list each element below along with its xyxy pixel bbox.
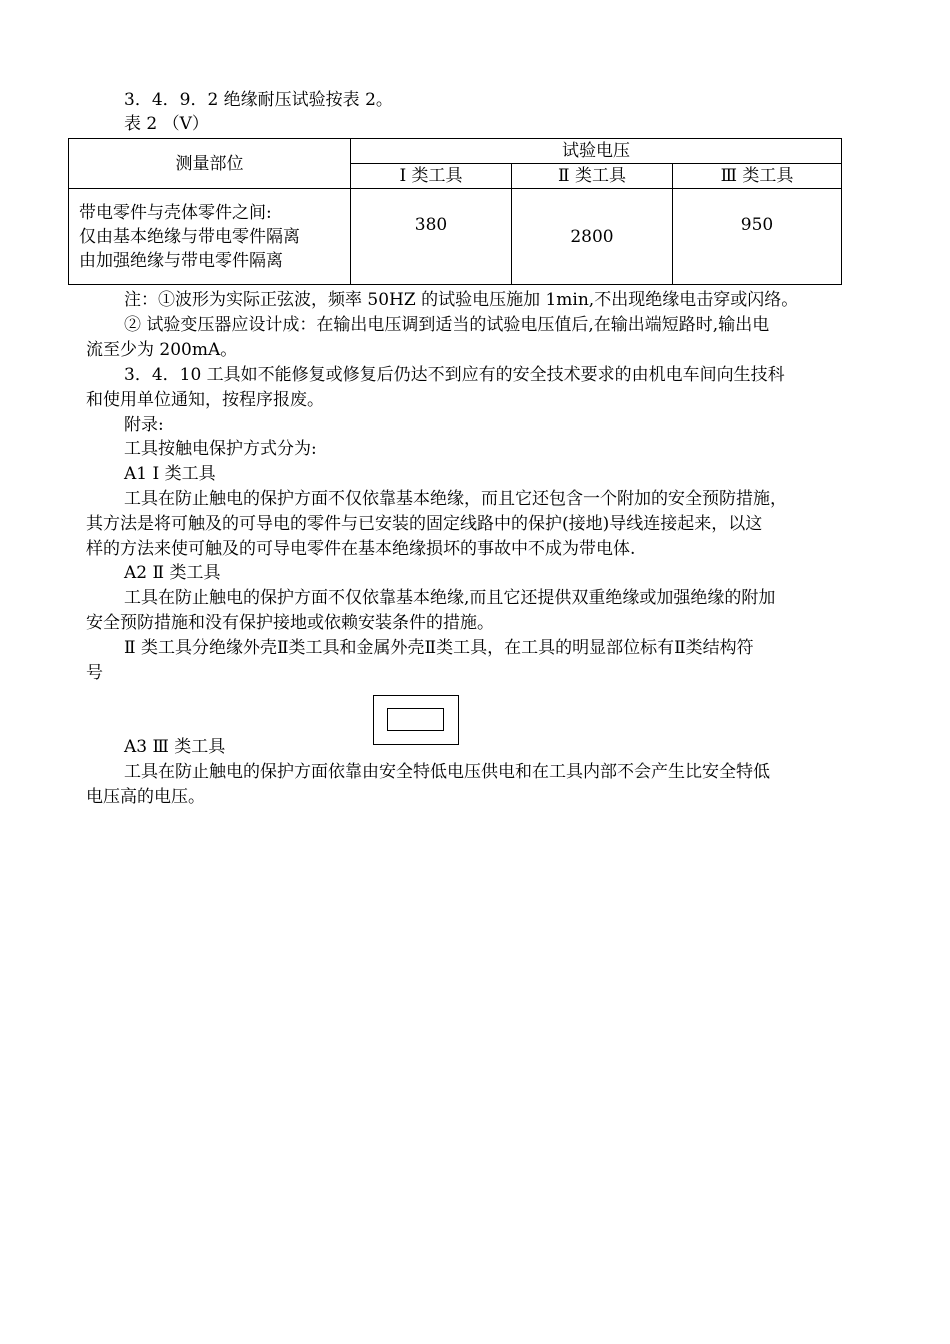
a3-line-2: 电压高的电压。 bbox=[86, 787, 205, 807]
header-test-voltage: 试验电压 bbox=[351, 139, 842, 164]
note-2-line-1: ② 试验变压器应设计成：在输出电压调到适当的试验电压值后,在输出端短路时,输出电 bbox=[124, 315, 770, 335]
row-label-line-1: 带电零件与壳体零件之间: bbox=[79, 202, 272, 223]
header-class-2: Ⅱ 类工具 bbox=[512, 164, 673, 189]
table-caption: 表 2 （V） bbox=[124, 114, 209, 134]
a2-symbol-line-1: Ⅱ 类工具分绝缘外壳Ⅱ类工具和金属外壳Ⅱ类工具，在工具的明显部位标有Ⅱ类结构符 bbox=[124, 638, 754, 658]
header-measure-position: 测量部位 bbox=[69, 139, 351, 189]
value-class-3: 950 bbox=[673, 189, 842, 285]
class-2-inner-square bbox=[387, 708, 444, 731]
value-class-1: 380 bbox=[351, 189, 512, 285]
appendix-intro: 工具按触电保护方式分为: bbox=[124, 439, 317, 459]
header-class-3: Ⅲ 类工具 bbox=[673, 164, 842, 189]
a2-line-2: 安全预防措施和没有保护接地或依赖安装条件的措施。 bbox=[86, 613, 494, 633]
note-2-line-2: 流至少为 200mA。 bbox=[86, 340, 238, 360]
section-3-4-9-2: 3．4．9．2 绝缘耐压试验按表 2。 bbox=[124, 90, 393, 110]
value-class-2: 2800 bbox=[512, 189, 673, 285]
a1-line-1: 工具在防止触电的保护方面不仅依靠基本绝缘，而且它还包含一个附加的安全预防措施， bbox=[124, 489, 787, 509]
a1-title: A1 Ⅰ 类工具 bbox=[124, 464, 216, 484]
class-2-double-square-icon bbox=[373, 695, 459, 745]
a2-symbol-line-2: 号 bbox=[86, 663, 103, 683]
appendix-title: 附录: bbox=[124, 415, 164, 435]
note-1: 注：①波形为实际正弦波，频率 50HZ 的试验电压施加 1min,不出现绝缘电击穿或闪络。 bbox=[124, 290, 799, 310]
insulation-test-table bbox=[68, 138, 842, 285]
a1-line-3: 样的方法来使可触及的可导电零件在基本绝缘损坏的事故中不成为带电体. bbox=[86, 539, 636, 559]
row-measure-label bbox=[69, 189, 351, 285]
a3-line-1: 工具在防止触电的保护方面依靠由安全特低电压供电和在工具内部不会产生比安全特低 bbox=[124, 762, 770, 782]
section-3-4-10-line-2: 和使用单位通知，按程序报废。 bbox=[86, 390, 324, 410]
section-3-4-10-line-1: 3．4．10 工具如不能修复或修复后仍达不到应有的安全技术要求的由机电车间向生技科 bbox=[124, 365, 785, 385]
row-label-line-3: 由加强绝缘与带电零件隔离 bbox=[79, 250, 283, 271]
row-label-line-2: 仅由基本绝缘与带电零件隔离 bbox=[79, 226, 300, 247]
a1-line-2: 其方法是将可触及的可导电的零件与已安装的固定线路中的保护(接地)导线连接起来，以这 bbox=[86, 514, 763, 534]
header-class-1: Ⅰ 类工具 bbox=[351, 164, 512, 189]
a2-title: A2 Ⅱ 类工具 bbox=[124, 563, 221, 583]
a3-title: A3 Ⅲ 类工具 bbox=[124, 737, 226, 757]
a2-line-1: 工具在防止触电的保护方面不仅依靠基本绝缘,而且它还提供双重绝缘或加强绝缘的附加 bbox=[124, 588, 776, 608]
